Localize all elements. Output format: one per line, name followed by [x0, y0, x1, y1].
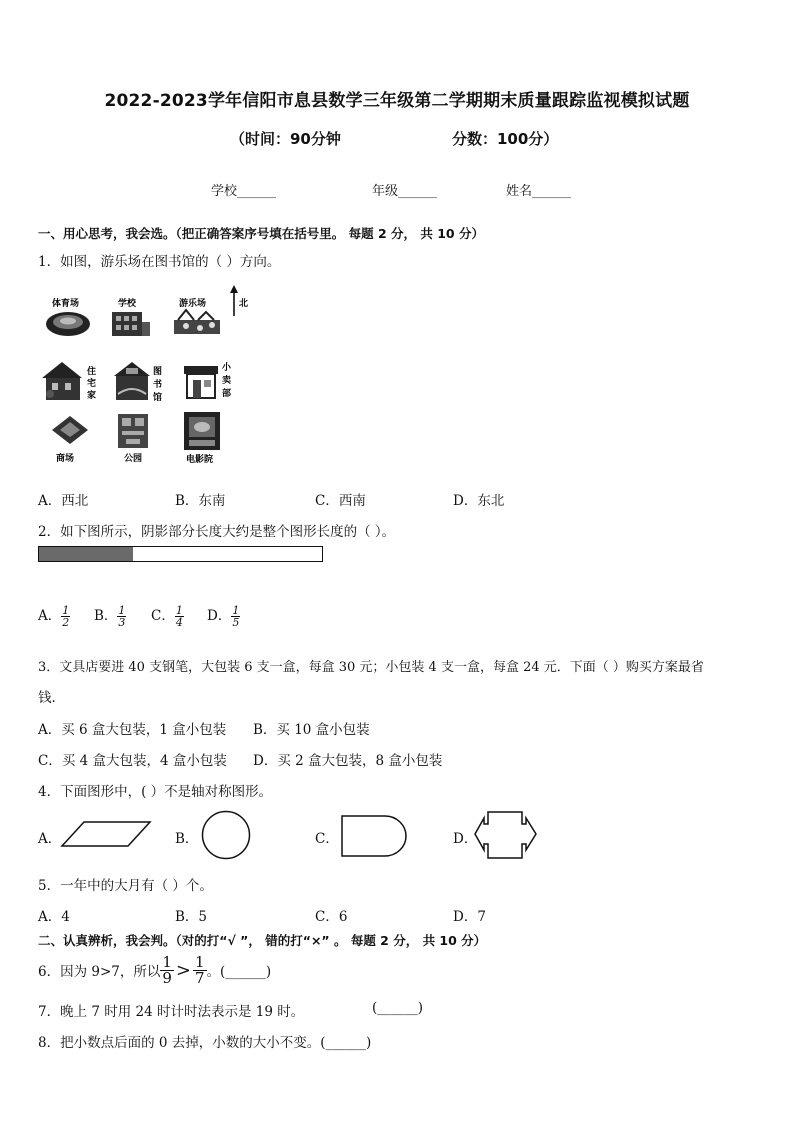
q2-option-a: A． $\frac{1}{2}$ [38, 604, 70, 629]
north-label: 北 [239, 299, 249, 309]
map-label-residence-2: 宅 [87, 379, 97, 389]
question-4: 4．下面图形中，( ）不是轴对称图形。 [38, 784, 273, 800]
q5-option-c: C．6 [315, 909, 348, 925]
grade-field: 年级______ [372, 184, 438, 199]
park-icon [118, 414, 148, 448]
arrow-cross-shape [474, 810, 538, 862]
library-icon [114, 362, 150, 400]
campus-map-figure [38, 284, 278, 474]
map-label-amusement-park: 游乐场 [179, 299, 207, 309]
residence-icon [42, 362, 82, 400]
map-label-library-3: 馆 [153, 393, 163, 403]
parallelogram-shape [62, 820, 152, 850]
q5-option-a: A．4 [38, 909, 70, 925]
question-5: 5．一年中的大月有（ ）个。 [38, 878, 213, 894]
question-1: 1．如图，游乐场在图书馆的（ ）方向。 [38, 254, 281, 270]
shop-icon [184, 366, 218, 398]
q2-option-d: D． $\frac{1}{5}$ [207, 604, 240, 629]
q3-option-a: A．买 6 盒大包装，1 盒小包装 [38, 722, 227, 738]
q1-option-b: B．东南 [175, 493, 226, 509]
length-bar-shaded [39, 547, 133, 561]
q3-option-c: C．买 4 盒大包装，4 盒小包装 [38, 753, 227, 769]
stadium-icon [46, 312, 90, 336]
q3-option-b: B．买 10 盒小包装 [253, 722, 370, 738]
length-bar [38, 546, 323, 562]
question-3-line-2: 钱． [38, 690, 65, 706]
question-7: 7．晚上 7 时用 24 时计时法表示是 19 时。 [38, 1004, 305, 1020]
q3-option-d: D．买 2 盒大包装，8 盒小包装 [253, 753, 443, 769]
exam-time: （时间：90分钟 [230, 130, 341, 148]
q4-option-a-label: A． [38, 831, 62, 847]
q1-option-d: D．东北 [453, 493, 505, 509]
school-field: 学校______ [211, 184, 277, 199]
map-label-library-2: 书 [153, 380, 163, 390]
q2-option-c: C． $\frac{1}{4}$ [151, 604, 183, 629]
cinema-icon [184, 412, 220, 450]
question-2: 2．如下图所示，阴影部分长度大约是整个图形长度的（ ）。 [38, 524, 396, 540]
map-label-residence-1: 住 [87, 367, 97, 377]
circle-shape [201, 810, 253, 862]
question-7-blank[interactable]: (______) [372, 1000, 424, 1016]
page-title: 2022-2023学年信阳市息县数学三年级第二学期期末质量跟踪监视模拟试题 [104, 91, 690, 111]
school-icon [112, 312, 150, 336]
question-8: 8．把小数点后面的 0 去掉，小数的大小不变。(______) [38, 1035, 372, 1051]
map-label-mall: 商场 [56, 454, 75, 464]
name-field: 姓名______ [506, 184, 572, 199]
map-label-shop-3: 部 [222, 389, 232, 399]
map-label-library-1: 图 [153, 367, 163, 377]
question-6: 6．因为 9>7，所以 1 9 > 1 7 。(______) [38, 952, 272, 987]
question-3-line-1: 3．文具店要进 40 支钢笔，大包装 6 支一盒，每盒 30 元；小包装 4 支一盒，每盒 24 元．下面（ ）购买方案最省 [38, 660, 704, 675]
map-label-school: 学校 [118, 299, 137, 309]
map-label-stadium: 体育场 [52, 299, 80, 309]
q4-option-b-label: B． [175, 831, 199, 847]
mall-icon [52, 416, 88, 444]
map-label-cinema: 电影院 [186, 455, 214, 465]
q5-option-d: D．7 [453, 909, 486, 925]
q4-option-c-label: C． [315, 831, 339, 847]
q4-option-d-label: D． [453, 831, 478, 847]
q2-option-b: B． $\frac{1}{3}$ [94, 604, 126, 629]
map-label-park: 公园 [124, 454, 143, 464]
map-label-shop-2: 卖 [222, 376, 232, 386]
rounded-end-rectangle-shape [340, 814, 410, 858]
map-label-shop-1: 小 [222, 363, 232, 373]
q1-option-a: A．西北 [38, 493, 89, 509]
amusement-park-icon [174, 310, 220, 334]
q1-option-c: C．西南 [315, 493, 366, 509]
section-one-title: 一、用心思考，我会选。（把正确答案序号填在括号里。 每题 2 分， 共 10 分） [38, 226, 484, 241]
section-two-title: 二、认真辨析，我会判。（对的打“√ ”， 错的打“×” 。 每题 2 分， 共 10 分） [38, 933, 487, 948]
map-label-residence-3: 家 [87, 391, 97, 401]
q5-option-b: B．5 [175, 909, 208, 925]
exam-score: 分数：100分） [452, 130, 559, 148]
